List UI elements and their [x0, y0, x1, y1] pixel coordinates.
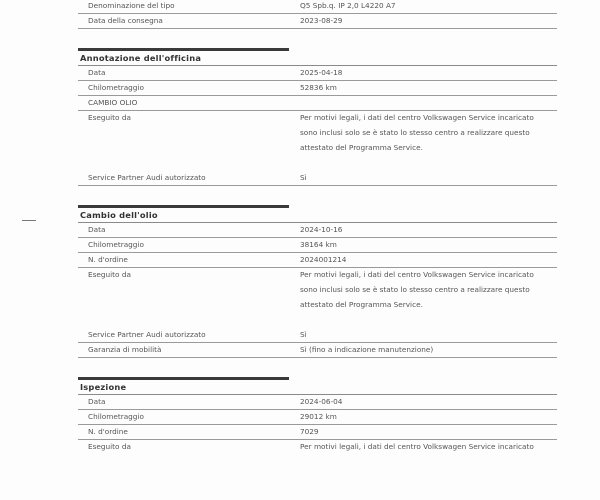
- record-row: [78, 171, 557, 186]
- record-row: [78, 111, 557, 171]
- record-row: [78, 81, 557, 96]
- row-label: Chilometraggio: [88, 83, 144, 92]
- row-value-line: attestato del Programma Service.: [300, 143, 423, 152]
- row-value-line: Per motivi legali, i dati del centro Volkswagen Service incaricato: [300, 442, 534, 451]
- row-value: Sì: [300, 173, 307, 182]
- record-row: [78, 0, 557, 14]
- row-label: Eseguito da: [88, 270, 131, 279]
- record-row: [78, 14, 557, 29]
- section-title: Ispezione: [78, 380, 557, 395]
- record-row: [78, 425, 557, 440]
- section-title: Cambio dell'olio: [78, 208, 557, 223]
- row-label: Data: [88, 68, 106, 77]
- row-value: 29012 km: [300, 412, 337, 421]
- row-value: [300, 96, 557, 110]
- row-value-line: attestato del Programma Service.: [300, 300, 423, 309]
- row-label: Data: [88, 225, 106, 234]
- record-row: [78, 410, 557, 425]
- record-row: [78, 238, 557, 253]
- row-label: Denominazione del tipo: [88, 1, 175, 10]
- record-row: [78, 268, 557, 328]
- row-value: 2024-06-04: [300, 397, 343, 406]
- row-label: Data della consegna: [88, 16, 163, 25]
- row-value: [300, 268, 557, 328]
- row-value: 2023-08-29: [300, 16, 343, 25]
- row-label: Chilometraggio: [88, 240, 144, 249]
- row-value: 52836 km: [300, 83, 337, 92]
- row-value: 38164 km: [300, 240, 337, 249]
- row-label: N. d'ordine: [88, 427, 128, 436]
- row-value-line: sono inclusi solo se è stato lo stesso centro a realizzare questo: [300, 285, 530, 294]
- row-value: [300, 111, 557, 171]
- row-value: [300, 440, 557, 500]
- row-value-line: Per motivi legali, i dati del centro Volkswagen Service incaricato: [300, 270, 534, 279]
- row-label: Chilometraggio: [88, 412, 144, 421]
- row-value: 2025-04-18: [300, 68, 343, 77]
- row-label: Data: [88, 397, 106, 406]
- record-row: [78, 440, 557, 500]
- row-value: Q5 Spb.q. IP 2,0 L4220 A7: [300, 1, 396, 10]
- record-row: [78, 96, 557, 111]
- row-label: Eseguito da: [88, 113, 131, 122]
- section-title: Annotazione dell'officina: [78, 51, 557, 66]
- row-value: 2024001214: [300, 255, 347, 264]
- record-row: [78, 328, 557, 343]
- section-2: [78, 377, 557, 500]
- record-row: [78, 223, 557, 238]
- row-label: CAMBIO OLIO: [88, 98, 138, 107]
- record-row: [78, 395, 557, 410]
- row-value-line: Per motivi legali, i dati del centro Volkswagen Service incaricato: [300, 113, 534, 122]
- section-0: [78, 48, 557, 186]
- record-row: [78, 253, 557, 268]
- record-row: [78, 343, 557, 358]
- row-label: Eseguito da: [88, 442, 131, 451]
- row-value: Sì (fino a indicazione manutenzione): [300, 345, 434, 354]
- scan-mark: [22, 220, 36, 221]
- row-value-line: sono inclusi solo se è stato lo stesso centro a realizzare questo: [300, 128, 530, 137]
- service-record-document: [78, 0, 557, 500]
- row-label: Garanzia di mobilità: [88, 345, 162, 354]
- row-value: Sì: [300, 330, 307, 339]
- row-label: Service Partner Audi autorizzato: [88, 330, 206, 339]
- row-label: Service Partner Audi autorizzato: [88, 173, 206, 182]
- row-value: 7029: [300, 427, 319, 436]
- record-row: [78, 66, 557, 81]
- row-value: 2024-10-16: [300, 225, 343, 234]
- section-1: [78, 205, 557, 358]
- row-label: N. d'ordine: [88, 255, 128, 264]
